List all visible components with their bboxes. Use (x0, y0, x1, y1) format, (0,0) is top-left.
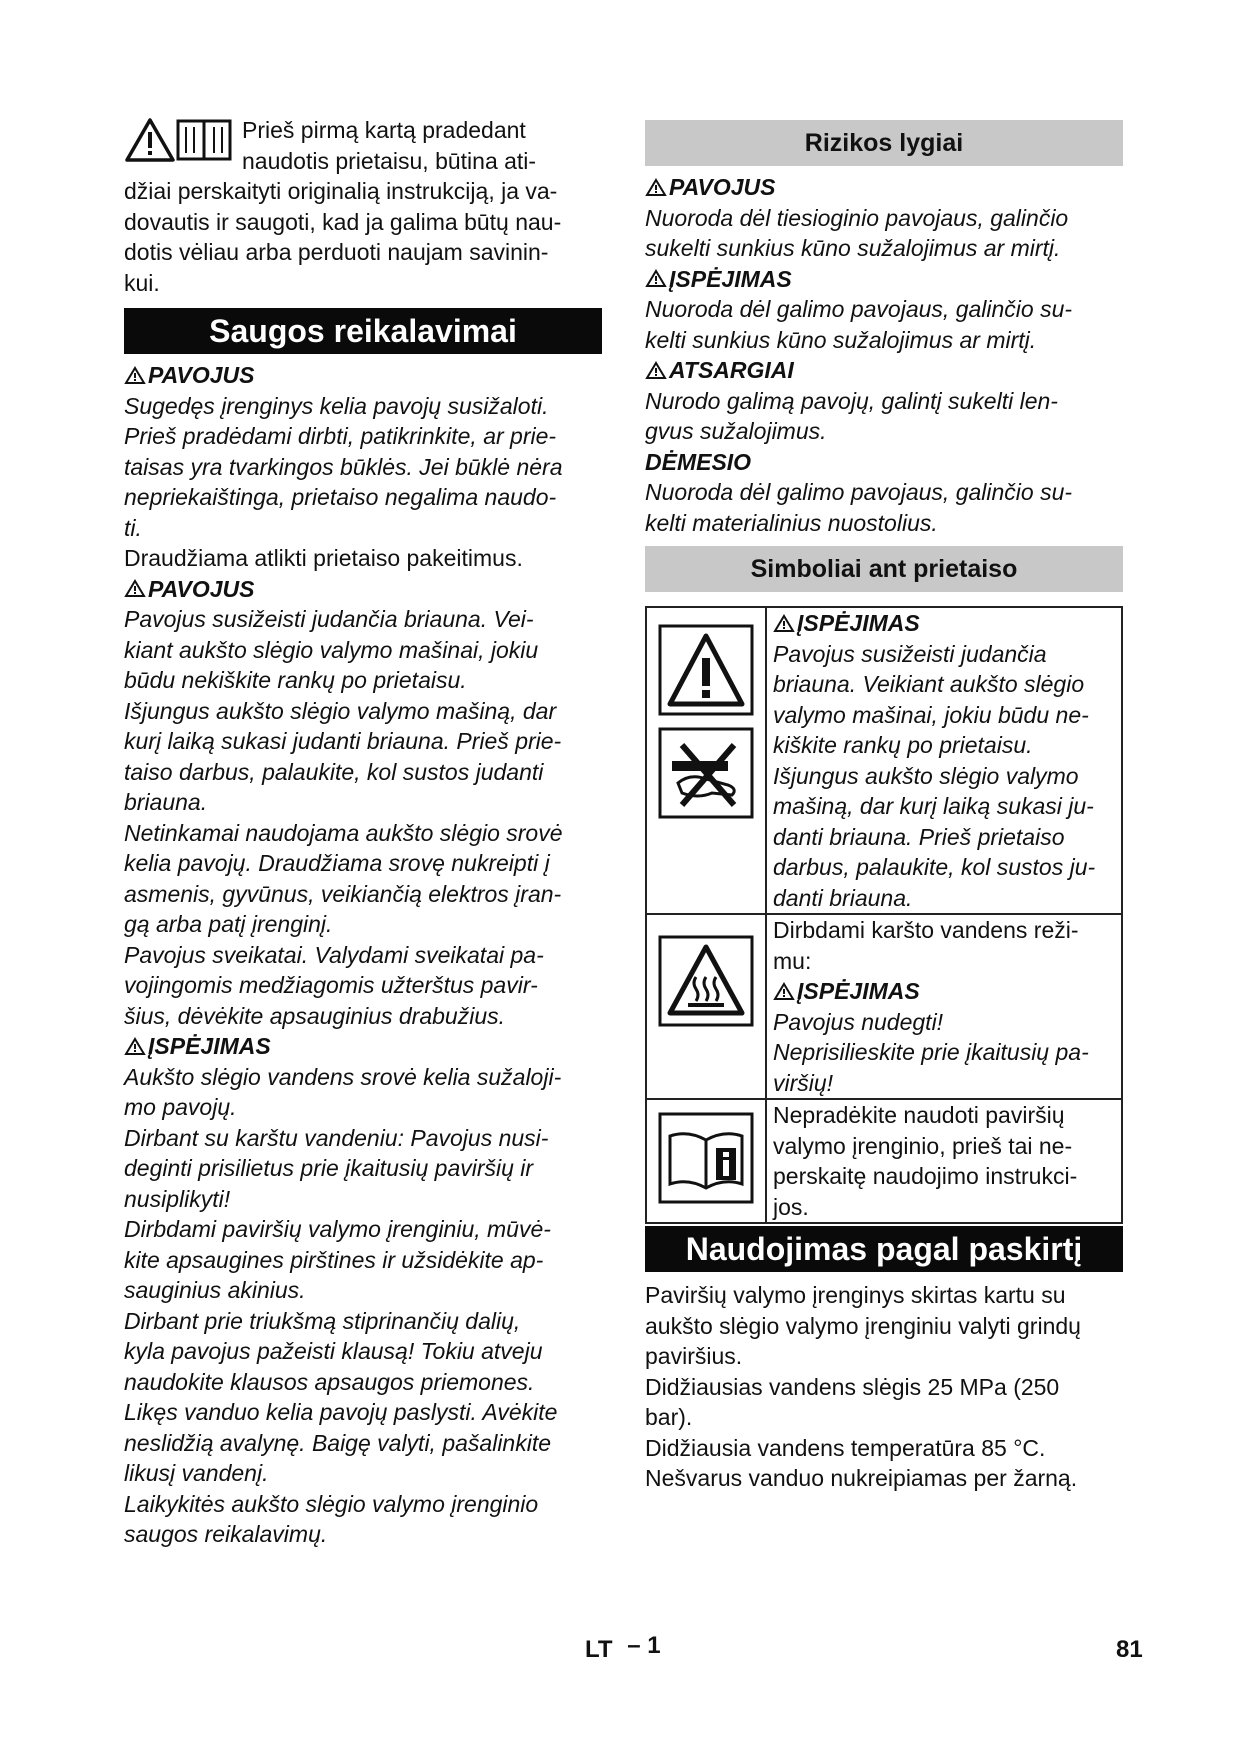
level-line: Nuoroda dėl galimo pavojaus, galinčio su- (645, 296, 1073, 322)
ispejimas-line: Dirbdami paviršių valymo įrenginiu, mūvė- (124, 1216, 551, 1242)
sym3-line: Nepradėkite naudoti paviršių (773, 1102, 1065, 1128)
level-line: sukelti sunkius kūno sužalojimus ar mirtį. (645, 235, 1061, 261)
level-label: DĖMESIO (645, 448, 752, 475)
warning-sign-icon (654, 622, 758, 718)
rizikos-heading: Rizikos lygiai (645, 120, 1123, 166)
sym3-line: jos. (773, 1193, 809, 1220)
naudojimas-heading: Naudojimas pagal paskirtį (645, 1226, 1123, 1272)
sym1-line: valymo mašinai, jokiu būdu ne- (773, 701, 1089, 728)
pavojus2-line: Pavojus susižeisti judančia briauna. Vei- (124, 606, 534, 632)
pavojus-label-1: PAVOJUS (124, 360, 602, 391)
level-line: Nuoroda dėl galimo pavojaus, galinčio su- (645, 479, 1073, 505)
symbols-table (645, 606, 1123, 1224)
left-column (124, 115, 602, 1550)
warning-small-icon (773, 614, 795, 633)
pavojus1-line: nepriekaištinga, prietaiso negalima naudo- (124, 484, 557, 510)
pavojus2-line: taiso darbus, palaukite, kol sustos judanti (124, 758, 544, 785)
warning-small-icon (645, 178, 667, 197)
pavojus2-line: būdu nekiškite rankų po prietaisu. (124, 667, 467, 693)
warning-small-icon (645, 269, 667, 288)
pavojus1-line: Prieš pradėdami dirbti, patikrinkite, ar prie- (124, 423, 557, 449)
page-number: 81 (1116, 1636, 1143, 1663)
level-line: Nurodo galimą pavojų, galintį sukelti len- (645, 387, 1058, 414)
ispejimas-line: neslidžią avalynę. Baigę valyti, pašalinkite (124, 1429, 552, 1456)
symbol-row (646, 1099, 1122, 1223)
pavojus2-line: kelia pavojų. Draudžiama srovę nukreipti į (124, 850, 550, 876)
manual-book-icon (176, 117, 232, 163)
sym1-line: darbus, palaukite, kol sustos ju- (773, 854, 1096, 880)
sym1-line: kiškite rankų po prietaisu. (773, 732, 1033, 758)
sym1-label: ĮSPĖJIMAS (797, 610, 920, 636)
ispejimas-line: sauginius akinius. (124, 1277, 306, 1303)
ispejimas-line: Dirbant prie triukšmą stiprinančių dalių, (124, 1307, 521, 1334)
hot-surface-icon (654, 933, 758, 1029)
sym3-line: perskaitę naudojimo instrukci- (773, 1163, 1078, 1189)
ispejimas-label: ĮSPĖJIMAS (124, 1031, 602, 1062)
naudojimas-line: paviršius. (645, 1343, 743, 1369)
sym2-line: Pavojus nudegti! (773, 1008, 944, 1035)
ispejimas-line: kyla pavojus pažeisti klausą! Tokiu atveju (124, 1338, 543, 1364)
warning-small-icon (645, 361, 667, 380)
ispejimas-block (124, 1031, 602, 1550)
naudojimas-line: bar). (645, 1404, 693, 1430)
warning-small-icon (124, 579, 146, 598)
simboliai-heading: Simboliai ant prietaiso (645, 546, 1123, 592)
level-line: kelti materialinius nuostolius. (645, 509, 938, 536)
pavojus1-line: ti. (124, 514, 142, 541)
sym2-label: ĮSPĖJIMAS (797, 978, 920, 1004)
sym3-line: valymo įrenginio, prieš tai ne- (773, 1132, 1073, 1159)
sym1-line: briauna. Veikiant aukšto slėgio (773, 671, 1085, 697)
pavojus2-line: Netinkamai naudojama aukšto slėgio srovė (124, 819, 563, 846)
intro-icons (124, 117, 232, 163)
pavojus1-line: Sugedęs įrenginys kelia pavojų susižaloti. (124, 392, 549, 419)
level-label: ATSARGIAI (669, 357, 794, 383)
sym1-line: Pavojus susižeisti judančia (773, 640, 1047, 667)
ispejimas-line: Aukšto slėgio vandens srovė kelia sužaloji- (124, 1063, 562, 1090)
naudojimas-line: Didžiausias vandens slėgis 25 MPa (250 (645, 1373, 1060, 1400)
intro-line-3: džiai perskaityti originalią instrukciją, ja va- (124, 178, 558, 204)
intro-line-6: kui. (124, 269, 160, 296)
intro-line-1: Prieš pirmą kartą pradedant (242, 117, 526, 143)
pavojus2-line: Išjungus aukšto slėgio valymo mašiną, dar (124, 697, 557, 724)
footer-section: – 1 (627, 1632, 661, 1659)
level-line: gvus sužalojimus. (645, 418, 827, 444)
level-line: kelti sunkius kūno sužalojimus ar mirtį. (645, 326, 1037, 353)
naudojimas-text (645, 1280, 1123, 1494)
read-manual-icon (654, 1110, 758, 1206)
pavojus1-normal: Draudžiama atlikti prietaiso pakeitimus. (124, 545, 523, 571)
intro-line-4: dovautis ir saugoti, kad ja galima būtų nau- (124, 208, 562, 235)
symbol-row (646, 914, 1122, 1099)
naudojimas-line: Paviršių valymo įrenginys skirtas kartu su (645, 1282, 1066, 1308)
pavojus2-line: asmenis, gyvūnus, veikiančią elektros įran- (124, 880, 562, 907)
intro-line-2: naudotis prietaisu, būtina ati- (242, 147, 537, 174)
ispejimas-line: Dirbant su karštu vandeniu: Pavojus nusi- (124, 1124, 549, 1151)
intro-line-5: dotis vėliau arba perduoti naujam savinin- (124, 239, 549, 265)
ispejimas-line: likusį vandenį. (124, 1460, 269, 1486)
pavojus2-line: šius, dėvėkite apsauginius drabužius. (124, 1002, 506, 1029)
level-label: ĮSPĖJIMAS (669, 265, 792, 292)
footer-lang (585, 1632, 661, 1664)
pavojus-block-1 (124, 360, 602, 574)
pavojus2-line: vojingomis medžiagomis užterštus pavir- (124, 972, 538, 998)
sym1-line: danti briauna. (773, 884, 913, 911)
pavojus2-line: gą arba patį įrenginį. (124, 911, 333, 937)
warning-small-icon (124, 366, 146, 385)
warning-small-icon (773, 982, 795, 1001)
level-demesio (645, 447, 1123, 539)
level-ispejimas (645, 264, 1123, 356)
sym2-line: Neprisilieskite prie įkaitusių pa- (773, 1039, 1089, 1065)
intro-block (124, 115, 602, 298)
naudojimas-line: aukšto slėgio valymo įrenginiu valyti grindų (645, 1312, 1081, 1339)
ispejimas-line: kite apsaugines pirštines ir užsidėkite ap- (124, 1246, 544, 1273)
no-hands-under-device-icon (654, 725, 758, 821)
sym2-pre: mu: (773, 947, 812, 974)
sym2-pre: Dirbdami karšto vandens reži- (773, 917, 1079, 943)
sym1-line: danti briauna. Prieš prietaiso (773, 823, 1065, 850)
ispejimas-line: naudokite klausos apsaugos priemones. (124, 1368, 535, 1395)
ispejimas-line: deginti prisilietus prie įkaitusių paviršių ir (124, 1155, 534, 1181)
sym1-line: Išjungus aukšto slėgio valymo (773, 762, 1079, 789)
level-label: PAVOJUS (669, 174, 776, 200)
sym1-line: mašiną, dar kurį laiką sukasi ju- (773, 793, 1094, 819)
level-pavojus (645, 172, 1123, 264)
right-column (645, 120, 1123, 1494)
symbol-row (646, 607, 1122, 914)
pavojus2-line: kiant aukšto slėgio valymo mašinai, jokiu (124, 636, 539, 663)
footer-lang-code: LT (585, 1636, 613, 1663)
level-line: Nuoroda dėl tiesioginio pavojaus, galinčio (645, 204, 1069, 231)
ispejimas-line: Laikykitės aukšto slėgio valymo įrenginio (124, 1490, 539, 1517)
ispejimas-line: mo pavojų. (124, 1094, 237, 1120)
pavojus1-line: taisas yra tvarkingos būklės. Jei būklė nėra (124, 453, 563, 480)
sym2-line: viršių! (773, 1069, 834, 1096)
saugos-heading: Saugos reikalavimai (124, 308, 602, 354)
level-atsargiai (645, 355, 1123, 447)
ispejimas-line: Likęs vanduo kelia pavojų paslysti. Avėkite (124, 1399, 558, 1425)
pavojus-block-2 (124, 574, 602, 1032)
ispejimas-line: saugos reikalavimų. (124, 1521, 328, 1547)
warning-triangle-icon (124, 117, 176, 163)
naudojimas-line: Nešvarus vanduo nukreipiamas per žarną. (645, 1465, 1078, 1491)
pavojus-label-2: PAVOJUS (124, 574, 602, 605)
pavojus2-line: Pavojus sveikatai. Valydami sveikatai pa- (124, 941, 544, 968)
pavojus2-line: briauna. (124, 789, 208, 815)
warning-small-icon (124, 1037, 146, 1056)
naudojimas-line: Didžiausia vandens temperatūra 85 °C. (645, 1434, 1046, 1461)
ispejimas-line: nusiplikyti! (124, 1185, 231, 1212)
pavojus2-line: kurį laiką sukasi judanti briauna. Prieš prie- (124, 728, 562, 754)
